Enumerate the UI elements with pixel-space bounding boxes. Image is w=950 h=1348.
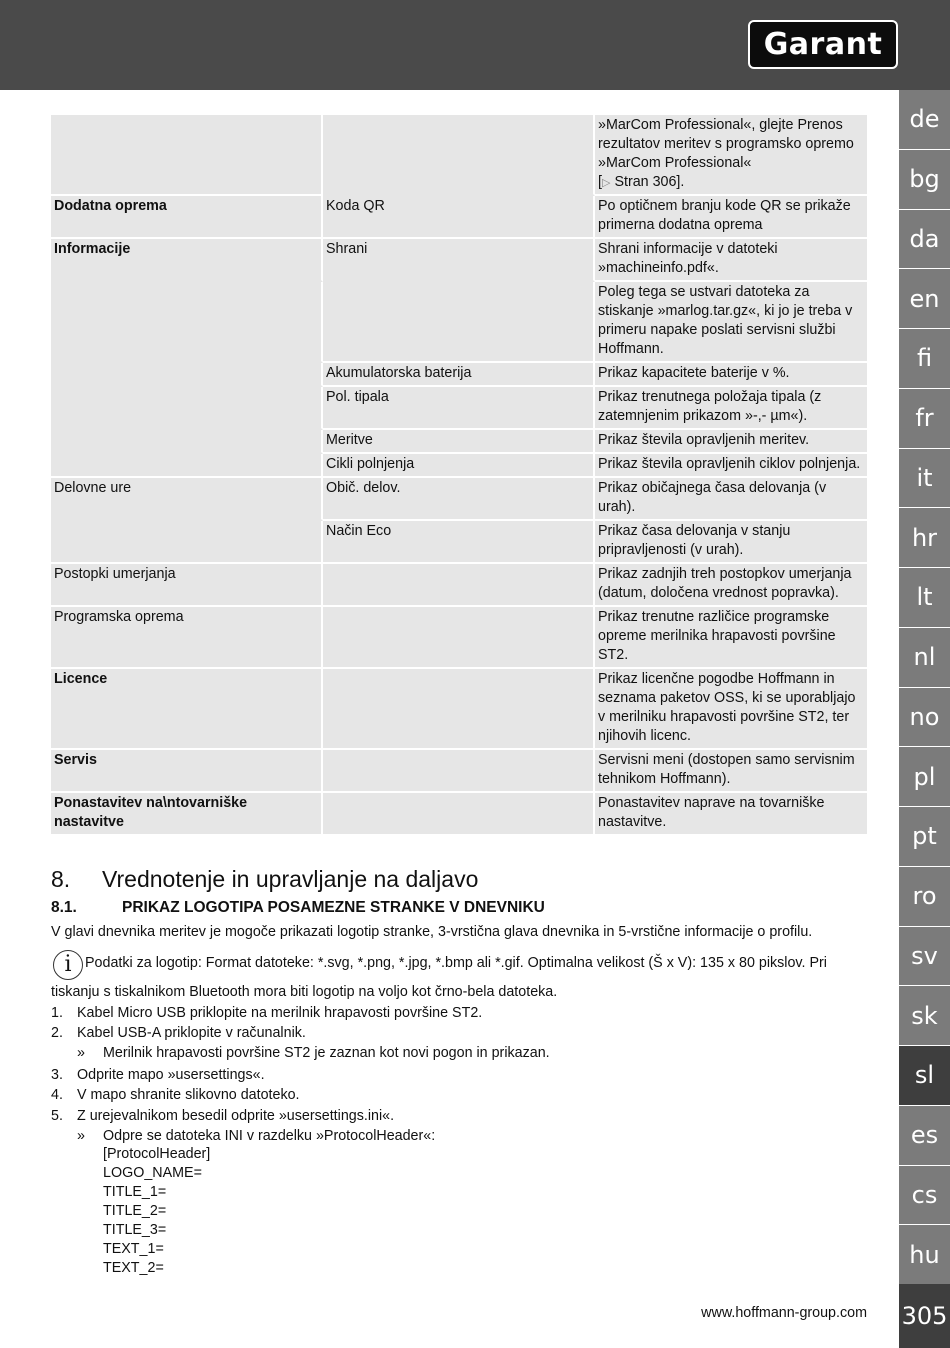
- table-cell: [51, 430, 323, 454]
- table-row: [51, 521, 867, 564]
- table-cell: Obič. delov.: [323, 478, 595, 521]
- code-line: TITLE_3=: [103, 1222, 167, 1238]
- language-tab-pt[interactable]: pt: [899, 807, 950, 867]
- table-cell: Koda QR: [323, 196, 595, 239]
- language-tab-lt[interactable]: lt: [899, 568, 950, 628]
- page-reference[interactable]: [▷ Stran 306].: [598, 174, 685, 190]
- language-tab-da[interactable]: da: [899, 210, 950, 270]
- info-note-line-1: Podatki za logotip: Format datoteke: *.svg, *.png, *.jpg, *.bmp ali *.gif. Optimalna velikost (Š x V): 135 x 80 pikslov. Pri: [85, 955, 827, 971]
- table-cell: [323, 564, 595, 607]
- table-row: [51, 239, 867, 282]
- table-cell: [51, 521, 323, 564]
- list-item: 2. Kabel USB-A priklopite v računalnik.: [51, 1025, 306, 1041]
- table-cell: [323, 607, 595, 669]
- table-cell: [323, 793, 595, 836]
- table-row: [51, 607, 867, 669]
- table-row: [51, 478, 867, 521]
- table-cell: [323, 282, 595, 363]
- subsection-number: 8.1.: [51, 899, 77, 916]
- language-tab-fr[interactable]: fr: [899, 389, 950, 449]
- info-note-line-2: tiskanju s tiskalnikom Bluetooth mora biti logotip na voljo kot črno-bela datoteka.: [51, 984, 558, 1000]
- language-tab-hr[interactable]: hr: [899, 508, 950, 568]
- table-cell: [323, 115, 595, 196]
- table-cell: Servis: [51, 750, 323, 793]
- table-row: [51, 430, 867, 454]
- table-cell: Prikaz časa delovanja v stanju pripravljenosti (v urah).: [595, 521, 867, 564]
- language-tab-no[interactable]: no: [899, 688, 950, 748]
- language-tab-sv[interactable]: sv: [899, 927, 950, 987]
- list-item: 1. Kabel Micro USB priklopite na merilnik hrapavosti površine ST2.: [51, 1005, 483, 1021]
- language-tab-bg[interactable]: bg: [899, 150, 950, 210]
- result-item: » Odpre se datoteka INI v razdelku »ProtocolHeader«:: [77, 1128, 436, 1144]
- page-number: 305: [899, 1284, 950, 1348]
- table-row: [51, 750, 867, 793]
- table-cell: »MarCom Professional«, glejte Prenos rezultatov meritev s programsko opremo »MarCom Professional« [▷ Stran 306].: [595, 115, 867, 196]
- table-cell: [51, 115, 323, 196]
- table-cell: Delovne ure: [51, 478, 323, 521]
- table-cell: [51, 387, 323, 430]
- table-cell: Prikaz licenčne pogodbe Hoffmann in seznama paketov OSS, ki se uporabljajo v merilniku hrapavosti površine ST2, ter njihovih licenc.: [595, 669, 867, 750]
- header-bar: [0, 0, 950, 90]
- code-line: [ProtocolHeader]: [103, 1146, 211, 1162]
- language-tab-de[interactable]: de: [899, 90, 950, 150]
- table-cell: [51, 363, 323, 387]
- language-tab-sl[interactable]: sl: [899, 1046, 950, 1106]
- table-row: [51, 669, 867, 750]
- info-note: [51, 950, 827, 980]
- code-line: TITLE_1=: [103, 1184, 167, 1200]
- table-cell: Prikaz zadnjih treh postopkov umerjanja (datum, določena vrednost popravka).: [595, 564, 867, 607]
- list-item: 3. Odprite mapo »usersettings«.: [51, 1067, 265, 1083]
- table-cell: Postopki umerjanja: [51, 564, 323, 607]
- table-cell: Shrani informacije v datoteki »machineinfo.pdf«.: [595, 239, 867, 282]
- table-cell: [323, 750, 595, 793]
- page-reference-text: Stran 306].: [614, 174, 685, 190]
- table-row: [51, 387, 867, 430]
- table-cell: Način Eco: [323, 521, 595, 564]
- result-item: » Merilnik hrapavosti površine ST2 je zaznan kot novi pogon in prikazan.: [77, 1045, 550, 1061]
- table-cell: Shrani: [323, 239, 595, 282]
- table-row: [51, 196, 867, 239]
- table-row: [51, 793, 867, 836]
- table-row: [51, 564, 867, 607]
- language-tab-sk[interactable]: sk: [899, 986, 950, 1046]
- intro-paragraph: V glavi dnevnika meritev je mogoče prikazati logotip stranke, 3-vrstična glava dnevnika in 5-vrstične informacije o profilu.: [51, 924, 813, 940]
- table-cell: Servisni meni (dostopen samo servisnim tehnikom Hoffmann).: [595, 750, 867, 793]
- code-line: TITLE_2=: [103, 1203, 167, 1219]
- code-line: LOGO_NAME=: [103, 1165, 202, 1181]
- table-row: [51, 363, 867, 387]
- language-tab-es[interactable]: es: [899, 1106, 950, 1166]
- table-cell: Pol. tipala: [323, 387, 595, 430]
- language-sidebar: [899, 90, 950, 1348]
- garant-logo: Garant: [748, 20, 898, 69]
- table-cell: Ponastavitev na\ntovarniške nastavitve: [51, 793, 323, 836]
- list-item: 4. V mapo shranite slikovno datoteko.: [51, 1087, 300, 1103]
- list-item: 5. Z urejevalnikom besedil odprite »usersettings.ini«.: [51, 1108, 395, 1124]
- table-cell: Informacije: [51, 239, 323, 282]
- table-cell: Prikaz kapacitete baterije v %.: [595, 363, 867, 387]
- table-row: [51, 115, 867, 196]
- language-tab-nl[interactable]: nl: [899, 628, 950, 688]
- section-number: 8.: [51, 866, 71, 892]
- table-cell: Ponastavitev naprave na tovarniške nastavitve.: [595, 793, 867, 836]
- subsection-title: PRIKAZ LOGOTIPA POSAMEZNE STRANKE V DNEVNIKU: [122, 899, 545, 916]
- section-heading: [51, 866, 478, 893]
- table-row: [51, 282, 867, 363]
- table-cell: Po optičnem branju kode QR se prikaže primerna dodatna oprema: [595, 196, 867, 239]
- table-cell: Licence: [51, 669, 323, 750]
- table-row: [51, 454, 867, 478]
- table-cell: Programska oprema: [51, 607, 323, 669]
- table-cell: Prikaz trenutnega položaja tipala (z zatemnjenim prikazom »-,- µm«).: [595, 387, 867, 430]
- table-cell: [323, 669, 595, 750]
- language-tab-fi[interactable]: fi: [899, 329, 950, 389]
- table-cell: Prikaz števila opravljenih meritev.: [595, 430, 867, 454]
- table-cell: Akumulatorska baterija: [323, 363, 595, 387]
- table-cell: [51, 282, 323, 363]
- table-cell: Meritve: [323, 430, 595, 454]
- table-cell: [51, 454, 323, 478]
- section-title: Vrednotenje in upravljanje na daljavo: [102, 866, 479, 892]
- language-tab-cs[interactable]: cs: [899, 1166, 950, 1226]
- language-tab-en[interactable]: en: [899, 269, 950, 329]
- pointer-icon: ▷: [601, 176, 611, 189]
- language-tab-it[interactable]: it: [899, 449, 950, 509]
- subsection-heading: [51, 899, 545, 917]
- settings-table: [51, 115, 867, 836]
- table-cell: Poleg tega se ustvari datoteka za stiskanje »marlog.tar.gz«, ki jo je treba v primeru napake poslati servisni službi Hoffmann.: [595, 282, 867, 363]
- footer-url[interactable]: www.hoffmann-group.com: [701, 1305, 867, 1321]
- table-cell: Prikaz trenutne različice programske opreme merilnika hrapavosti površine ST2.: [595, 607, 867, 669]
- table-cell: Dodatna oprema: [51, 196, 323, 239]
- info-icon: i: [53, 950, 83, 980]
- language-tab-pl[interactable]: pl: [899, 747, 950, 807]
- language-tab-hu[interactable]: hu: [899, 1225, 950, 1285]
- language-tab-ro[interactable]: ro: [899, 867, 950, 927]
- code-line: TEXT_2=: [103, 1260, 164, 1276]
- code-line: TEXT_1=: [103, 1241, 164, 1257]
- table-cell: Prikaz števila opravljenih ciklov polnjenja.: [595, 454, 867, 478]
- table-cell: Cikli polnjenja: [323, 454, 595, 478]
- table-cell: Prikaz običajnega časa delovanja (v urah).: [595, 478, 867, 521]
